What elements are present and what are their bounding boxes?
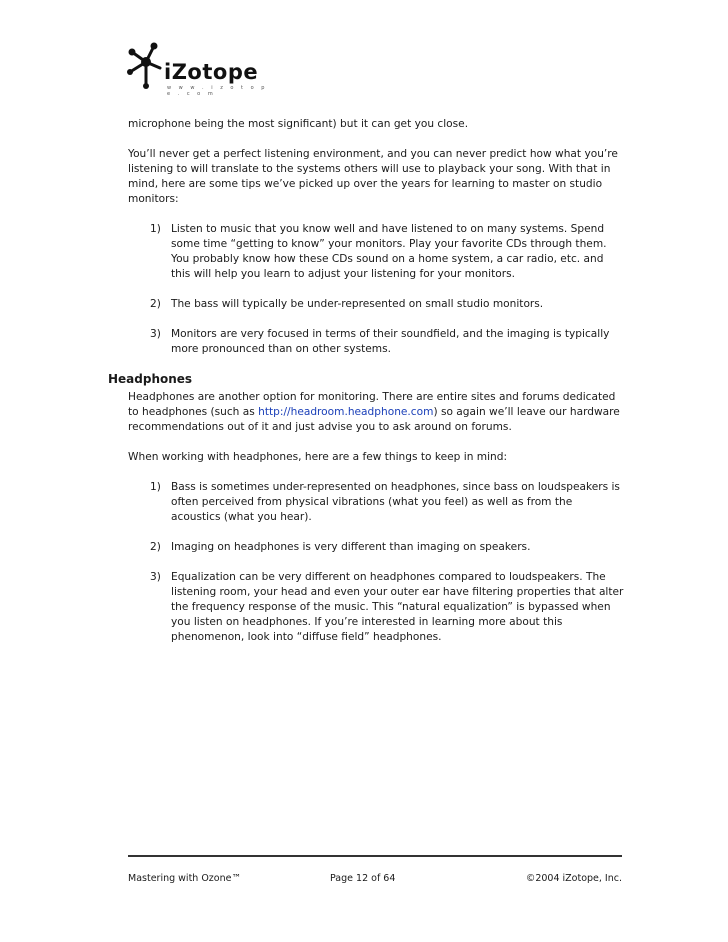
headphones-paragraph-start: Headphones are another option for monitoring. There are entire sites and forums dedicated to headphones (such as [128, 391, 616, 418]
list-item-number: 2) [150, 541, 161, 553]
headphones-lead: When working with headphones, here are a few things to keep in mind: [128, 451, 508, 463]
list-item-text: Bass is sometimes under-represented on headphones, since bass on loudspeakers is often perceived from physical vibrations (what you feel) as well as from the acoustics (what you hear). [171, 481, 620, 523]
list-item [128, 327, 624, 357]
list-item-number: 1) [150, 223, 161, 235]
footer-title: Mastering with Ozone™ [128, 873, 241, 884]
list-item-number: 2) [150, 298, 161, 310]
list-item-text: Equalization can be very different on headphones compared to loudspeakers. The listening room, your head and even your outer ear have filtering properties that alter the frequency response of the music. This “natural equalization” is bypassed when you listen on headphones. If you’re interested in learning more about this phenomenon, look into “diffuse field” headphones. [171, 571, 624, 643]
intro-fragment: microphone being the most significant) but it can get you close. [128, 118, 469, 130]
footer-page-number: Page 12 of 64 [330, 873, 396, 884]
footer-copyright: ©2004 iZotope, Inc. [525, 873, 622, 884]
headroom-link[interactable]: http://headroom.headphone.com [258, 406, 434, 418]
izotope-logo [124, 40, 274, 96]
logo-url-text: w w w . i z o t o p e . c o m [167, 85, 268, 97]
headphones-paragraph-end: ) so again we’ll leave our hardware recommendations out of it and just advise you to ask around on forums. [128, 406, 620, 433]
headphone-tips-list [128, 480, 624, 645]
list-item [128, 540, 624, 555]
list-item [128, 222, 624, 282]
intro-paragraph: You’ll never get a perfect listening environment, and you can never predict how what you’re listening to will translate to the systems others will use to playback your song. With that in mind, here are some tips we’ve picked up over the years for learning to master on studio monitors: [128, 148, 618, 205]
footer-divider [128, 855, 622, 857]
monitor-tips-list [128, 222, 624, 357]
document-body [108, 117, 624, 660]
list-item-number: 3) [150, 328, 161, 340]
headphones-paragraph [128, 390, 624, 435]
list-item [128, 480, 624, 525]
logo-brand-text: iZotope [164, 60, 259, 84]
list-item-text: Monitors are very focused in terms of their soundfield, and the imaging is typically more pronounced than on other systems. [171, 328, 610, 355]
molecule-icon [124, 40, 168, 96]
section-heading-headphones: Headphones [108, 372, 193, 386]
list-item-text: The bass will typically be under-represented on small studio monitors. [171, 298, 544, 310]
list-item-text: Listen to music that you know well and have listened to on many systems. Spend some time “getting to know” your monitors. Play your favorite CDs through them. You probably know how these CDs sound on a home system, a car radio, etc. and this will help you learn to adjust your listening for your monitors. [171, 223, 607, 280]
list-item [128, 297, 624, 312]
list-item [128, 570, 624, 645]
list-item-number: 1) [150, 481, 161, 493]
list-item-text: Imaging on headphones is very different than imaging on speakers. [171, 541, 531, 553]
page-footer [128, 873, 622, 887]
list-item-number: 3) [150, 571, 161, 583]
